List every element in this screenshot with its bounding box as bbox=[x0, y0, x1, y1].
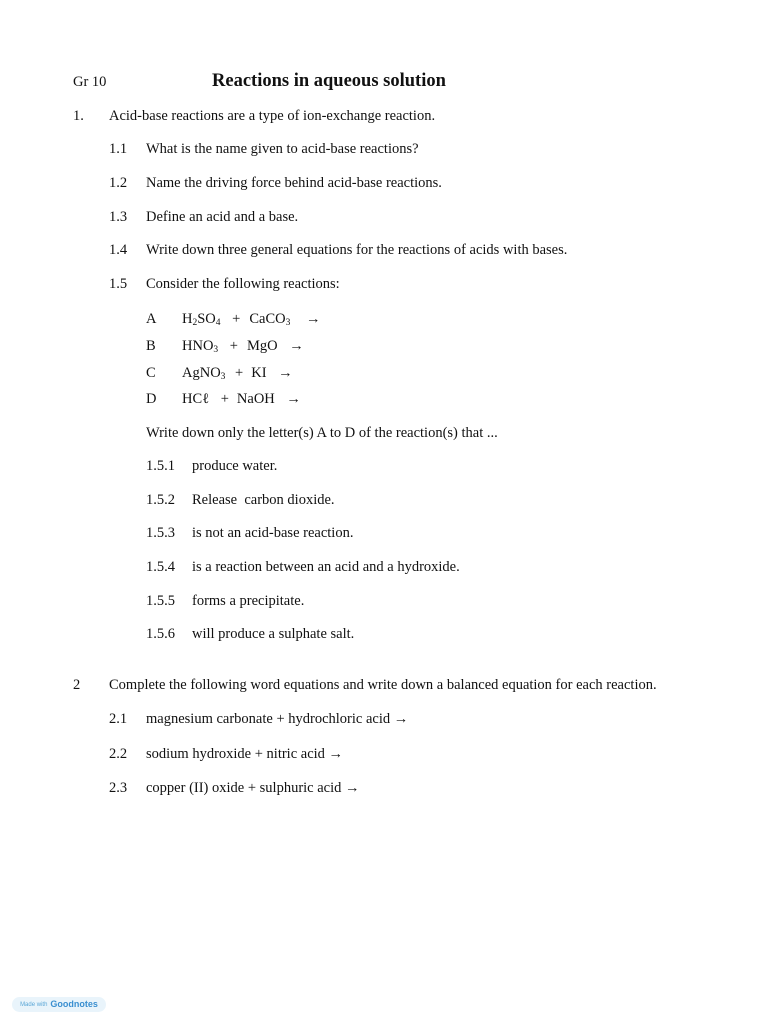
plus-sign: + bbox=[220, 391, 229, 407]
q2-text: Complete the following word equations and write down a balanced equation for each reaction. bbox=[109, 677, 657, 693]
q1-5-2-number: 1.5.2 bbox=[146, 492, 175, 508]
q1-5-2-text: Release carbon dioxide. bbox=[192, 492, 335, 508]
q1-5-1-number: 1.5.1 bbox=[146, 458, 175, 474]
q1-5-6-text: will produce a sulphate salt. bbox=[192, 626, 355, 642]
q2-1-text: magnesium carbonate + hydrochloric acid → bbox=[146, 711, 409, 727]
q1-5-text: Consider the following reactions: bbox=[146, 276, 340, 292]
reactant-2: NaOH bbox=[236, 391, 275, 407]
arrow-icon: → bbox=[305, 311, 321, 327]
q2-number: 2 bbox=[73, 677, 81, 693]
instruction-text: Write down only the letter(s) A to D of the reaction(s) that ... bbox=[146, 425, 498, 441]
reaction-letter: D bbox=[146, 391, 157, 407]
q1-5-5-text: forms a precipitate. bbox=[192, 593, 305, 609]
q1-5-1-text: produce water. bbox=[192, 458, 278, 474]
reaction-letter: B bbox=[146, 338, 156, 354]
arrow-icon: → bbox=[278, 365, 293, 381]
watermark-brand: Goodnotes bbox=[50, 999, 98, 1009]
q1-2-text: Name the driving force behind acid-base reactions. bbox=[146, 175, 442, 191]
reaction-letter: A bbox=[146, 311, 157, 327]
q2-3-text: copper (II) oxide + sulphuric acid → bbox=[146, 780, 360, 796]
q1-1-number: 1.1 bbox=[109, 141, 128, 157]
arrow-icon: → bbox=[289, 338, 304, 354]
q1-5-5-number: 1.5.5 bbox=[146, 593, 175, 609]
q1-5-3-number: 1.5.3 bbox=[146, 525, 175, 541]
reactant-1: $HNO_3$ bbox=[182, 338, 219, 355]
reaction-b bbox=[146, 339, 304, 356]
reactant-2: KI bbox=[251, 365, 267, 381]
arrow-icon: → bbox=[286, 391, 301, 407]
goodnotes-watermark bbox=[12, 997, 106, 1012]
reactant-1: $H_2SO_4$ bbox=[182, 311, 221, 328]
q1-3-text: Define an acid and a base. bbox=[146, 209, 299, 225]
reaction-letter: C bbox=[146, 365, 156, 381]
reaction-c bbox=[146, 366, 293, 383]
q2-3-number: 2.3 bbox=[109, 780, 128, 796]
q1-3-number: 1.3 bbox=[109, 209, 128, 225]
q1-1-text: What is the name given to acid-base reactions? bbox=[146, 141, 419, 157]
q1-number: 1. bbox=[73, 108, 84, 124]
q2-1-number: 2.1 bbox=[109, 711, 128, 727]
q1-2-number: 1.2 bbox=[109, 175, 128, 191]
reactant-2: CaCO$_3$ bbox=[249, 311, 291, 328]
plus-sign: + bbox=[229, 338, 238, 354]
reactant-1: HCℓ bbox=[182, 391, 210, 407]
reactant-2: MgO bbox=[246, 338, 278, 354]
q2-2-number: 2.2 bbox=[109, 746, 128, 762]
q2-2-text: sodium hydroxide + nitric acid → bbox=[146, 746, 344, 762]
reaction-d bbox=[146, 392, 301, 407]
q1-5-4-text: is a reaction between an acid and a hydroxide. bbox=[192, 559, 460, 575]
plus-sign: + bbox=[235, 365, 244, 381]
q1-5-6-number: 1.5.6 bbox=[146, 626, 175, 642]
q1-text: Acid-base reactions are a type of ion-exchange reaction. bbox=[109, 108, 436, 124]
watermark-made-with: Made with bbox=[20, 1001, 48, 1008]
q1-4-text: Write down three general equations for the reactions of acids with bases. bbox=[146, 242, 568, 258]
grade-label: Gr 10 bbox=[73, 74, 107, 90]
reactant-1: AgNO$_3$ bbox=[182, 365, 226, 382]
q1-5-number: 1.5 bbox=[109, 276, 128, 292]
q1-5-4-number: 1.5.4 bbox=[146, 559, 175, 575]
reaction-a bbox=[146, 312, 320, 329]
page-title: Reactions in aqueous solution bbox=[212, 71, 446, 91]
q1-5-3-text: is not an acid-base reaction. bbox=[192, 525, 354, 541]
plus-sign: + bbox=[232, 311, 241, 327]
q1-4-number: 1.4 bbox=[109, 242, 128, 258]
